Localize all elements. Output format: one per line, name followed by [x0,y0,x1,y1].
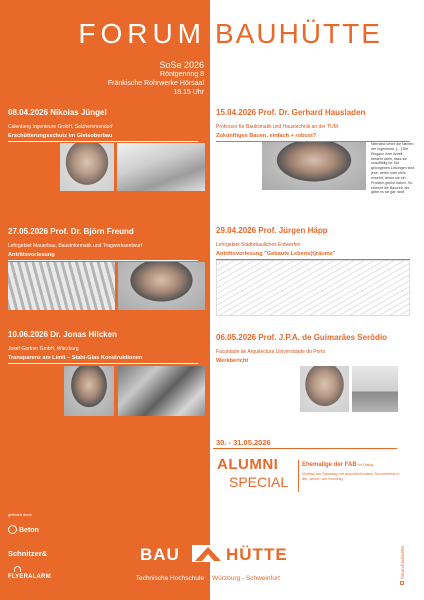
lecture-topic: Zukünftiges Bauen, einfach + robust? [216,133,317,139]
alumni-date: 30. - 31.05.2026 [216,438,271,447]
lecture-affiliation: Lehrgebiet Städtebauliches Entwerfen [216,242,301,248]
lecture-topic: Transparenz am Limit – Stahl-Glas Konstruktionen [8,355,143,361]
special-word: SPECIAL [229,474,289,490]
divider [8,260,198,261]
bauhuette-logo-icon [192,545,224,562]
instagram-icon [400,581,404,585]
beton-logo-icon [8,525,17,534]
lecture-happ [216,226,418,260]
photo-masonry [8,262,115,310]
lecture-affiliation: Faculdade de Arquitectura Universidade do Porto [216,349,326,355]
lecture-topic: Antrittsvorlesung [8,252,55,258]
lecture-date-name: 08.04.2026 Nikolas Jüngel [8,108,107,117]
sponsor-label: gefördert durch [8,513,32,517]
alumni-word: ALUMNI [217,456,279,473]
lecture-date-name: 10.06.2026 Dr. Jonas Hilcken [8,330,117,339]
alumni-title-sub: im Dialog [358,463,374,467]
university-right: Würzburg - Schweinfurt [212,575,280,582]
time: 18.15 Uhr [173,89,204,96]
quote-text: Niemand kennt die Namen der Ingenieure. […] Die Eleganz ihrer Arbeit besteht darin, dass sie unauffällig ist. Die gelungenen Lösungen sind jene, deren man nicht erwehrt, deren sie ein Problem gelöst haben. So erkennt die Bauwelt, als gäbe es sie gar nicht. [371,142,415,195]
photo-hilcken [64,366,114,416]
lecture-date-name: 27.05.2026 Prof. Dr. Björn Freund [8,227,134,236]
university-left: Technische Hochschule [135,575,204,582]
lecture-hausladen [216,108,418,142]
lecture-affiliation: Josef Gartner GmbH, Würzburg [8,346,79,352]
logo-bau: BAU [140,545,180,564]
instagram-handle-text: forum.bauhuette [400,545,405,579]
logo-huette: HÜTTE [226,545,288,564]
lecture-freund [8,227,204,261]
lecture-affiliation: Calenberg Ingenieure GmbH, Salzhemmendorf [8,124,113,130]
lecture-topic: Erschütterungsschutz im Gleisoberbau [8,133,113,139]
lecture-serodio [216,333,418,364]
address: Röntgenring 8 [160,71,204,78]
lecture-date-name: 29.04.2026 Prof. Jürgen Häpp [216,226,328,235]
alumni-divider [213,448,397,449]
photo-glass [118,366,205,416]
photo-freund [118,262,205,310]
alumni-text: Vortrag am Samstag mit anschließendem Sommerfest in der „alche“ am Sonntag [302,471,400,481]
instagram-handle [400,546,405,585]
lecture-topic: Antrittsvorlesung "Gebaute Lebens(t)räume" [216,251,336,257]
semester: SoSe 2026 [159,60,204,70]
photo-serodio [300,366,349,412]
title-forum: FORUM [78,18,206,49]
sponsor-beton-name: Beton [19,527,39,534]
sponsor-schnitzer: Schnitzer& [8,549,48,558]
lecture-topic: Werkbericht [216,358,249,364]
lecture-affiliation: Professor für Bauklimatik und Haustechnik an der TUM [216,124,338,130]
lecture-date-name: 15.04.2026 Prof. Dr. Gerhard Hausladen [216,108,366,117]
lecture-jungel [8,108,204,142]
flyeralarm-logo-icon [14,566,21,572]
lecture-date-name: 06.05.2026 Prof. J.P.A. de Guimarães Serôdio [216,333,388,342]
alumni-title [302,462,373,468]
sponsor-beton [8,525,39,534]
title-bauhuette: BAUHÜTTE [215,18,382,49]
photo-sea [352,366,398,412]
photo-track [117,143,205,191]
divider [8,363,198,364]
room: Fränkische Rohrwerke Hörsaal [107,80,204,87]
lecture-hilcken [8,330,204,364]
alumni-title-main: Ehemalige der FAB [302,462,357,468]
photo-hausladen [262,142,366,190]
sponsor-flyeralarm: FLYERALARM [8,574,51,580]
lecture-affiliation: Lehrgebiet Mauerbau, Baueinformatik und Tragwerksentwurf [8,243,143,249]
alumni-vertical-rule [298,460,299,492]
image-sketch [216,260,410,316]
divider [8,141,198,142]
photo-jungel [60,143,114,191]
